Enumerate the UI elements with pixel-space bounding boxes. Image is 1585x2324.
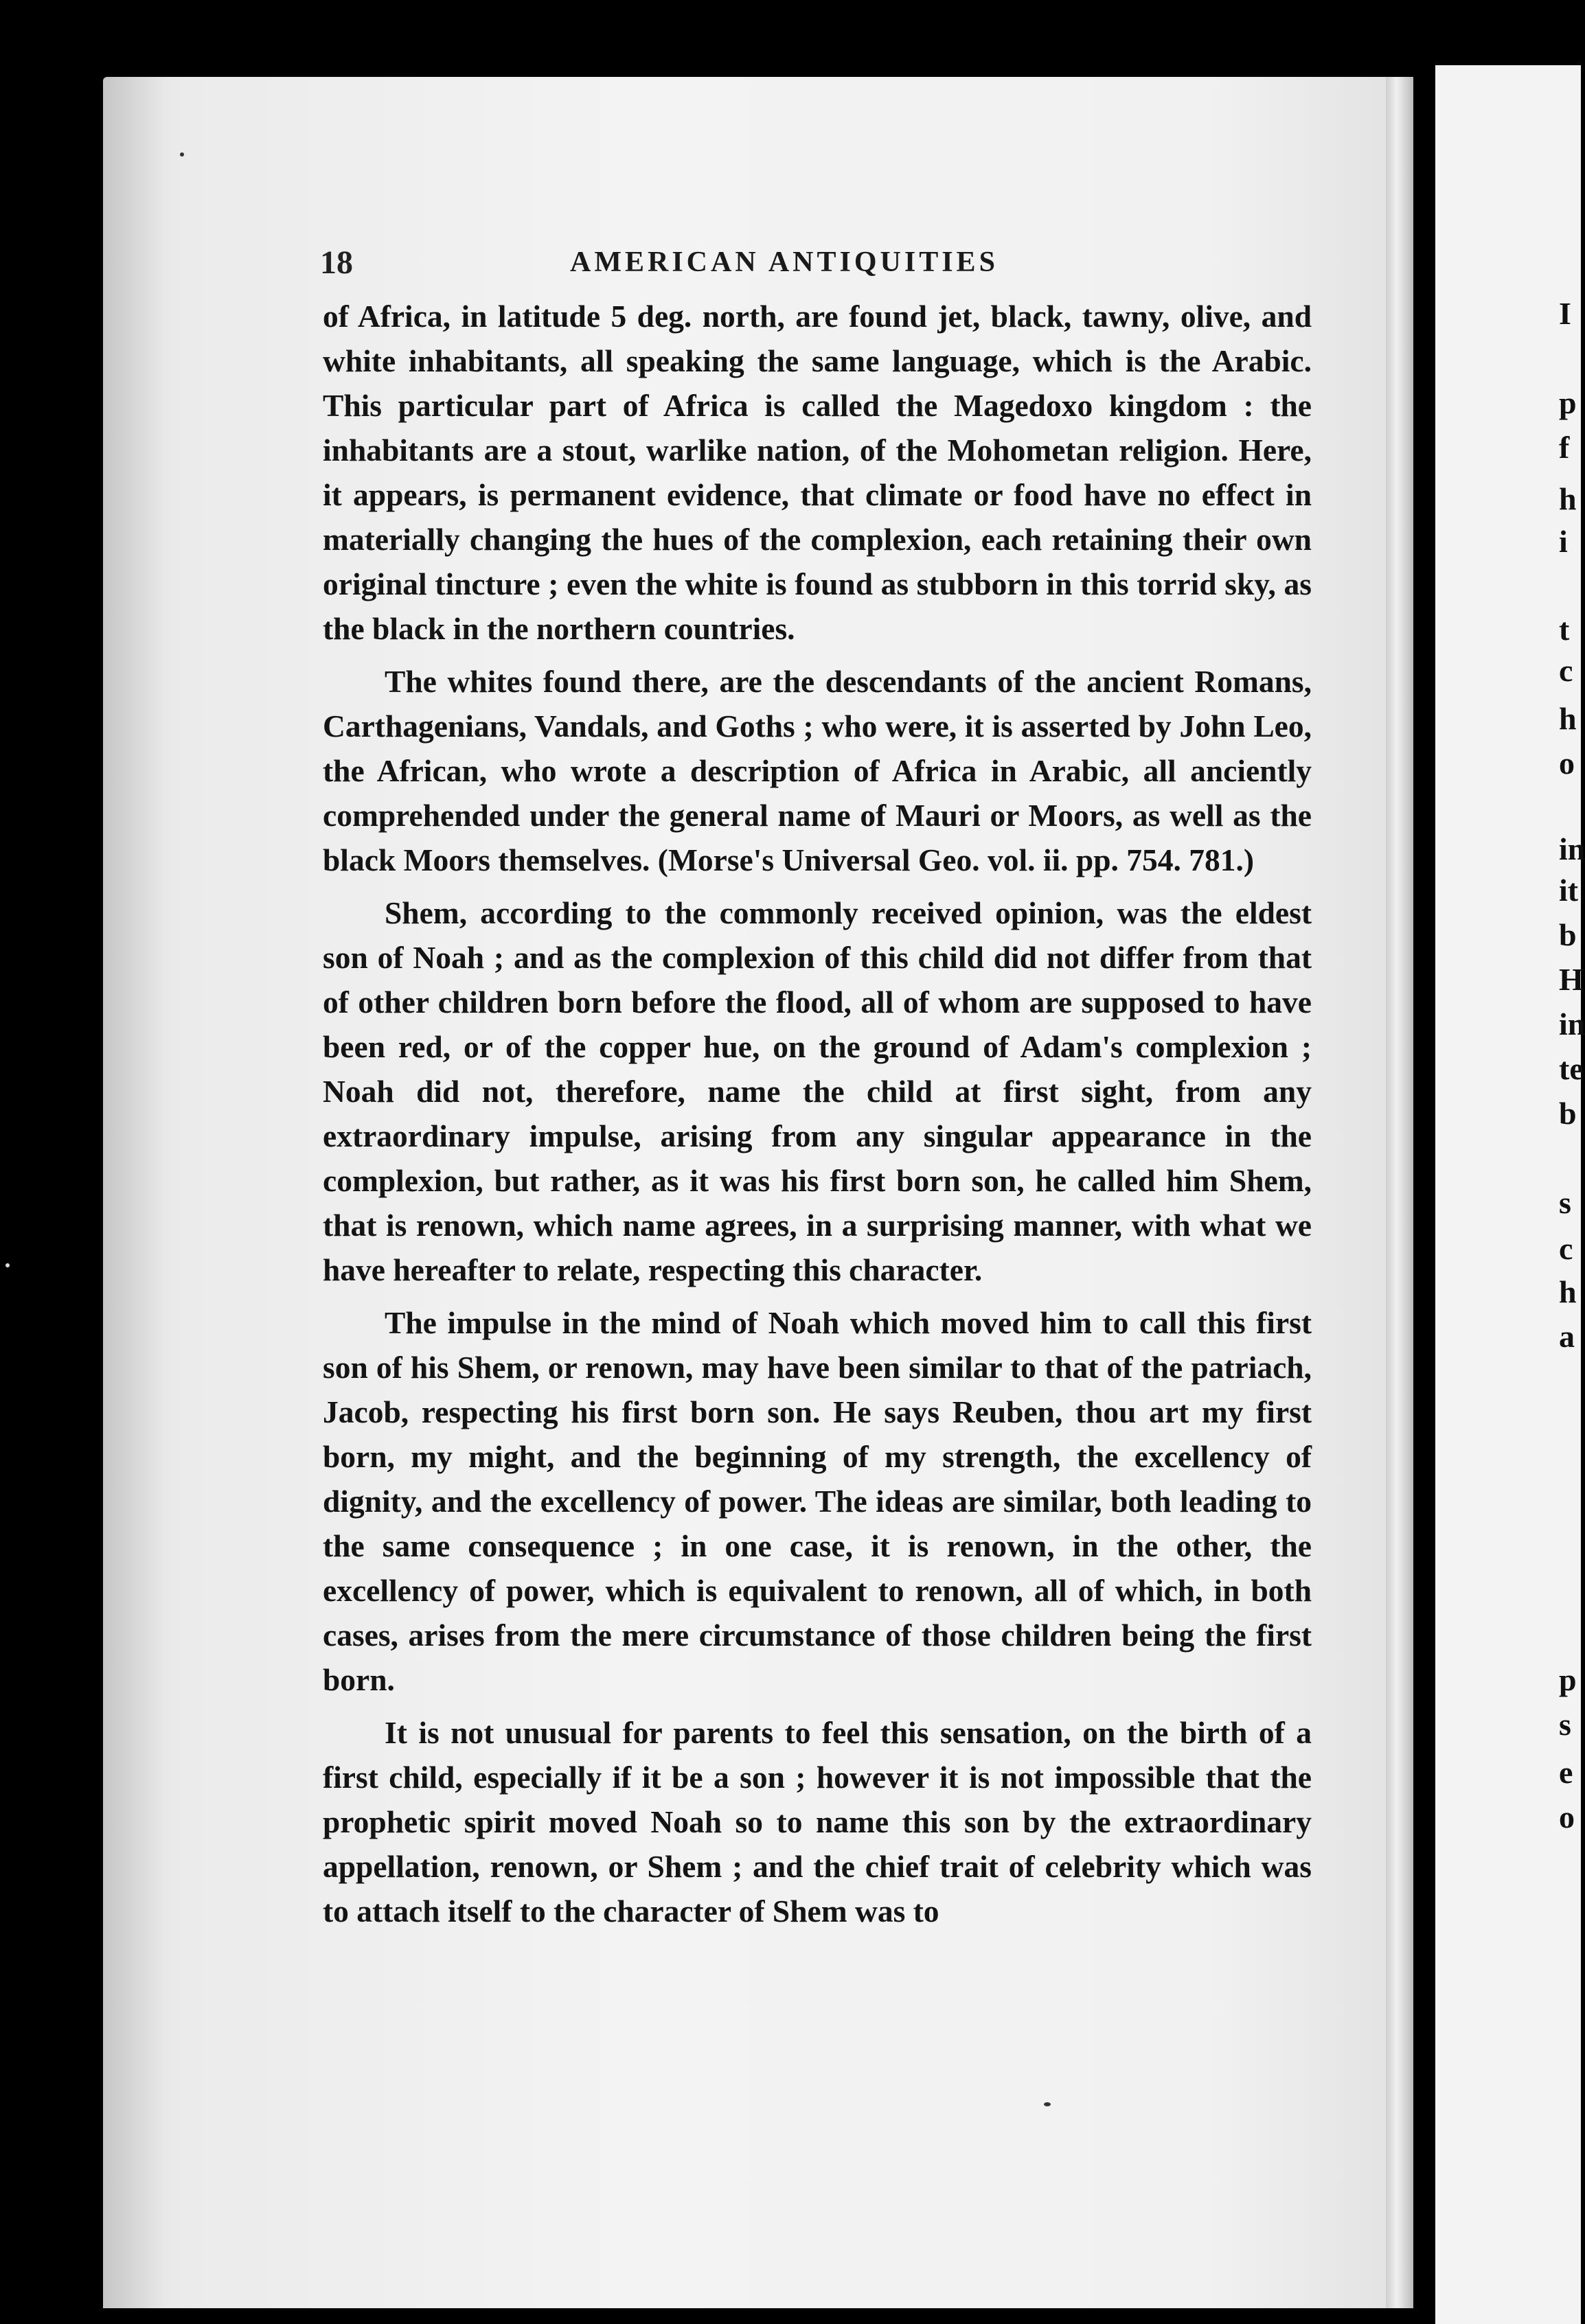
adjacent-letter: in	[1559, 831, 1585, 866]
running-head: AMERICAN ANTIQUITIES	[570, 246, 999, 278]
adjacent-letter: i	[1559, 524, 1568, 559]
adjacent-letter: c	[1559, 1231, 1573, 1266]
paragraph: The whites found there, are the descendants of the ancient Romans, Carthagenians, Vandals, and Goths ; who were, it is asserted by John Leo, the African, who wrote a description of Africa in Arabic, all anciently comprehended under the general name of Mauri or Moors, as well as the black Moors themselves. (Morse's Universal Geo. vol. ii. pp. 754. 781.)	[323, 664, 1312, 877]
adjacent-letter: o	[1559, 1799, 1575, 1834]
adjacent-letter: o	[1559, 746, 1575, 781]
adjacent-letter: s	[1559, 1185, 1571, 1220]
adjacent-letter: in	[1559, 1006, 1585, 1042]
adjacent-letter: h	[1559, 481, 1577, 516]
adjacent-letter: t	[1559, 612, 1570, 647]
page-gutter-shadow	[103, 77, 165, 2308]
adjacent-letter: a	[1559, 1319, 1575, 1354]
paragraph: The impulse in the mind of Noah which moved him to call this first son of his Shem, or renown, may have been similar to that of the patriach, Jacob, respecting his first born son. He says Reuben, thou art my first born, my might, and the beginning of my strength, the excellency of dignity, and the excellency of power. The ideas are similar, both leading to the same consequence ; in one case, it is renown, in the other, the excellency of power, which is equivalent to renown, all of which, in both cases, arises from the mere circumstance of those children being the first born.	[323, 1305, 1312, 1697]
scan-speck	[1044, 2102, 1051, 2106]
adjacent-letter: s	[1559, 1707, 1571, 1742]
adjacent-letter: p	[1559, 385, 1577, 420]
page-edge	[1386, 77, 1413, 2308]
adjacent-letter: I	[1559, 296, 1571, 331]
paragraph: It is not unusual for parents to feel this sensation, on the birth of a first child, especially if it be a son ; however it is not impossible that the prophetic spirit moved Noah so to name this son by the extraordinary appellation, renown, or Shem ; and the chief trait of celebrity which was to attach itself to the character of Shem was to	[323, 1715, 1312, 1929]
adjacent-letter: b	[1559, 1096, 1577, 1131]
adjacent-letter: it	[1559, 873, 1579, 908]
adjacent-letter: f	[1559, 430, 1570, 465]
adjacent-letter: p	[1559, 1662, 1577, 1697]
scan-speck	[180, 152, 184, 157]
body-text	[323, 294, 1312, 1933]
adjacent-letter: c	[1559, 653, 1573, 688]
scan-speck	[5, 1263, 10, 1267]
adjacent-letter: h	[1559, 1274, 1577, 1309]
paragraph: of Africa, in latitude 5 deg. north, are found jet, black, tawny, olive, and white inhabitants, all speaking the same language, which is the Arabic. This particular part of Africa is called the Magedoxo kingdom : the inhabitants are a stout, warlike nation, of the Mohometan religion. Here, it appears, is permanent evidence, that climate or food have no effect in materially changing the hues of the complexion, each retaining their own original tincture ; even the white is found as stubborn in this torrid sky, as the black in the northern countries.	[323, 299, 1312, 646]
adjacent-letter: e	[1559, 1755, 1573, 1790]
adjacent-letter: b	[1559, 917, 1577, 952]
adjacent-letter: H	[1559, 962, 1584, 997]
paragraph: Shem, according to the commonly received opinion, was the eldest son of Noah ; and as the complexion of this child did not differ from that of other children born before the flood, all of whom are supposed to have been red, or of the copper hue, on the ground of Adam's complexion ; Noah did not, therefore, name the child at first sight, from any extraordinary impulse, arising from any singular appearance in the complexion, but rather, as it was his first born son, he called him Shem, that is renown, which name agrees, in a surprising manner, with what we have hereafter to relate, respecting this character.	[323, 895, 1312, 1287]
adjacent-letter: te	[1559, 1051, 1584, 1086]
page-number: 18	[320, 244, 353, 281]
adjacent-letter: h	[1559, 701, 1577, 736]
